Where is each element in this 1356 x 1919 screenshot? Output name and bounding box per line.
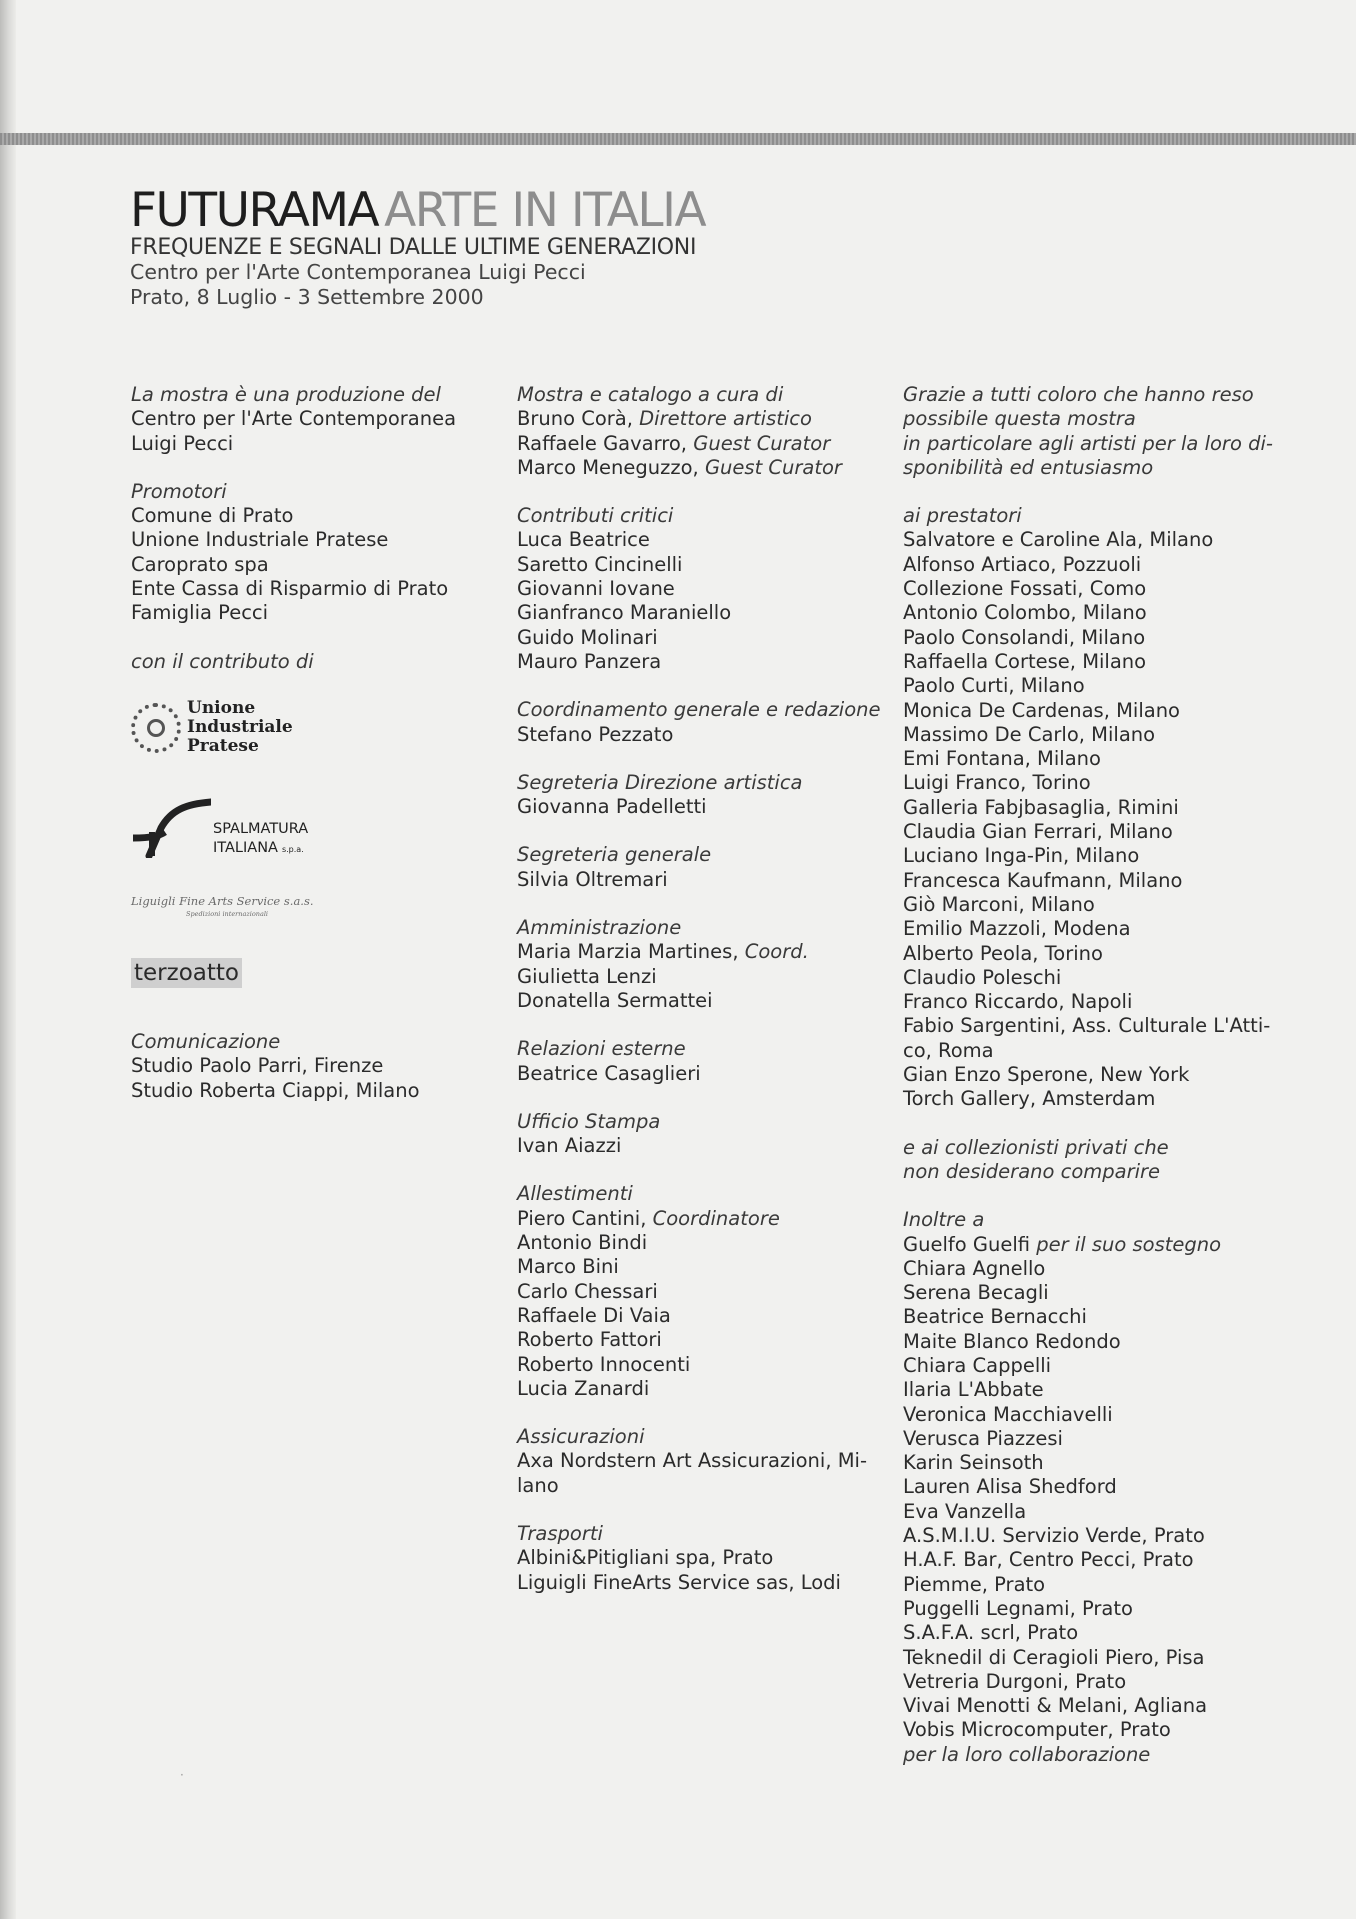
prestatore-item: Claudio Poleschi xyxy=(903,965,1062,989)
person-name: Bruno Corà, xyxy=(517,407,633,431)
prestatore-item: Raffaella Cortese, Milano xyxy=(903,649,1147,673)
logo-text: Pratese xyxy=(187,736,259,757)
amministrazione-heading: Amministrazione xyxy=(517,916,682,940)
relazioni-heading: Relazioni esterne xyxy=(517,1037,686,1061)
prestatore-item: Massimo De Carlo, Milano xyxy=(903,722,1156,746)
title-bold: FUTURAMA xyxy=(130,183,379,238)
inoltre-item: Ilaria L'Abbate xyxy=(903,1378,1044,1402)
promoter-item: Ente Cassa di Risparmio di Prato xyxy=(131,577,449,601)
prestatore-item: Fabio Sargentini, Ass. Culturale L'Atti- xyxy=(903,1014,1271,1038)
promoter-item: Comune di Prato xyxy=(131,504,294,528)
trasporti-heading: Trasporti xyxy=(517,1521,603,1545)
assicurazioni-heading: Assicurazioni xyxy=(517,1425,645,1449)
production-heading: La mostra è una produzione del xyxy=(131,383,441,406)
prestatore-item: Emilio Mazzoli, Modena xyxy=(903,917,1131,941)
contributi-item: Guido Molinari xyxy=(517,625,658,649)
amministrazione-item: Donatella Sermattei xyxy=(517,988,713,1012)
inoltre-item: H.A.F. Bar, Centro Pecci, Prato xyxy=(903,1548,1194,1572)
paper-mark: · xyxy=(180,1768,184,1782)
terzoatto-logo: terzoatto xyxy=(131,958,242,988)
assicurazioni-item: Axa Nordstern Art Assicurazioni, Mi- xyxy=(517,1449,867,1473)
contributi-item: Saretto Cincinelli xyxy=(517,552,683,576)
allestimenti-item: Antonio Bindi xyxy=(517,1231,648,1255)
inoltre-item: S.A.F.A. scrl, Prato xyxy=(903,1621,1079,1645)
person-name: Marco Meneguzzo, xyxy=(517,455,699,479)
prestatore-item: Antonio Colombo, Milano xyxy=(903,601,1147,625)
inoltre-item: Eva Vanzella xyxy=(903,1499,1027,1523)
inoltre-item: Puggelli Legnami, Prato xyxy=(903,1596,1133,1620)
inoltre-item: Lauren Alisa Shedford xyxy=(903,1475,1117,1499)
inoltre-list xyxy=(903,1257,1268,1743)
page-header xyxy=(130,183,706,310)
allestimenti-item: Carlo Chessari xyxy=(517,1279,658,1303)
collezionisti-line: e ai collezionisti privati che xyxy=(903,1135,1169,1159)
inoltre-item: Piemme, Prato xyxy=(903,1572,1046,1596)
mostra-item xyxy=(517,407,867,431)
thanks-line: sponibilità ed entusiasmo xyxy=(903,455,1154,479)
inoltre-item: Karin Seinsoth xyxy=(903,1451,1044,1475)
person-role: Coordinatore xyxy=(652,1206,780,1230)
inoltre-item: Chiara Cappelli xyxy=(903,1353,1052,1377)
contributo-heading: con il contributo di xyxy=(131,649,314,673)
contributi-item: Mauro Panzera xyxy=(517,649,662,673)
prestatore-item: co, Roma xyxy=(903,1038,994,1062)
venue: Centro per l'Arte Contemporanea Luigi Pecci xyxy=(130,260,586,284)
gear-icon xyxy=(131,703,181,753)
person-name: Piero Cantini, xyxy=(517,1206,647,1230)
closing-line: per la loro collaborazione xyxy=(903,1742,1151,1766)
contributi-item: Giovanni Iovane xyxy=(517,577,675,601)
segreteria-direzione-heading: Segreteria Direzione artistica xyxy=(517,770,803,794)
dates: Prato, 8 Luglio - 3 Settembre 2000 xyxy=(130,285,484,309)
mostra-item xyxy=(517,432,867,456)
assicurazioni-item: lano xyxy=(517,1473,559,1497)
prestatore-item: Giò Marconi, Milano xyxy=(903,892,1095,916)
inoltre-item: Teknedil di Ceragioli Piero, Pisa xyxy=(903,1645,1205,1669)
inoltre-item: Vivai Menotti & Melani, Agliana xyxy=(903,1694,1208,1718)
top-rule xyxy=(0,133,1356,145)
prestatore-item: Paolo Curti, Milano xyxy=(903,674,1085,698)
prestatore-item: Alfonso Artiaco, Pozzuoli xyxy=(903,552,1142,576)
amministrazione-item: Giulietta Lenzi xyxy=(517,964,657,988)
contributi-item: Gianfranco Maraniello xyxy=(517,601,732,625)
allestimenti-item: Lucia Zanardi xyxy=(517,1376,650,1400)
thanks-line: possibile questa mostra xyxy=(903,407,1136,431)
person-name: Raffaele Gavarro, xyxy=(517,431,688,455)
person-role: Guest Curator xyxy=(704,455,842,479)
comunicazione-item: Studio Paolo Parri, Firenze xyxy=(131,1054,384,1078)
logo-text: Spedizioni internazionali xyxy=(186,909,268,918)
unione-industriale-logo xyxy=(131,695,471,761)
thanks-line: Grazie a tutti coloro che hanno reso xyxy=(903,383,1254,406)
person-role: Guest Curator xyxy=(693,431,831,455)
comunicazione-item: Studio Roberta Ciappi, Milano xyxy=(131,1078,420,1102)
prestatore-item: Collezione Fossati, Como xyxy=(903,577,1147,601)
inoltre-heading: Inoltre a xyxy=(903,1208,985,1232)
person-name: Guelfo Guelfi xyxy=(903,1232,1031,1256)
logo-text: Unione xyxy=(187,698,256,719)
contributi-item: Luca Beatrice xyxy=(517,528,650,552)
prestatore-item: Galleria Fabjbasaglia, Rimini xyxy=(903,795,1179,819)
prestatore-item: Franco Riccardo, Napoli xyxy=(903,990,1133,1014)
logo-text: Industriale xyxy=(187,717,293,738)
promoters-heading: Promotori xyxy=(131,479,227,503)
inoltre-item: Maite Blanco Redondo xyxy=(903,1329,1121,1353)
segreteria-direzione-item: Giovanna Padelletti xyxy=(517,795,707,819)
prestatore-item: Luigi Franco, Torino xyxy=(903,771,1091,795)
trasporti-item: Liguigli FineArts Service sas, Lodi xyxy=(517,1570,841,1594)
exhibition-subtitle: FREQUENZE E SEGNALI DALLE ULTIME GENERAZIONI xyxy=(130,235,697,260)
coordinamento-heading: Coordinamento generale e redazione xyxy=(517,698,881,722)
inoltre-item: Vetreria Durgoni, Prato xyxy=(903,1669,1127,1693)
promoter-item: Famiglia Pecci xyxy=(131,601,269,625)
liguigli-logo xyxy=(131,894,471,932)
prestatore-item: Francesca Kaufmann, Milano xyxy=(903,868,1183,892)
allestimenti-item: Marco Bini xyxy=(517,1255,619,1279)
person-note: per il suo sostegno xyxy=(1036,1232,1222,1256)
allestimenti-item: Roberto Innocenti xyxy=(517,1352,691,1376)
inoltre-item: Chiara Agnello xyxy=(903,1256,1046,1280)
prestatore-item: Gian Enzo Sperone, New York xyxy=(903,1063,1190,1087)
person-name: Maria Marzia Martines, xyxy=(517,940,739,964)
inoltre-item: Serena Becagli xyxy=(903,1281,1049,1305)
allestimenti-item xyxy=(517,1207,867,1231)
inoltre-item: Veronica Macchiavelli xyxy=(903,1402,1113,1426)
comunicazione-heading: Comunicazione xyxy=(131,1029,281,1053)
coordinamento-item: Stefano Pezzato xyxy=(517,722,674,746)
allestimenti-item: Raffaele Di Vaia xyxy=(517,1303,671,1327)
spalmatura-logo xyxy=(131,798,471,858)
person-role: Coord. xyxy=(744,940,809,964)
production-line: Luigi Pecci xyxy=(131,431,234,455)
exhibition-title xyxy=(130,183,706,238)
title-light: ARTE IN ITALIA xyxy=(384,183,706,238)
logo-text: SPALMATURA xyxy=(213,820,309,837)
logo-text: ITALIANA xyxy=(213,839,278,856)
segreteria-generale-heading: Segreteria generale xyxy=(517,843,712,867)
promoter-item: Caroprato spa xyxy=(131,552,269,576)
promoter-item: Unione Industriale Pratese xyxy=(131,528,389,552)
logo-text: Liguigli Fine Arts Service s.a.s. xyxy=(131,893,314,908)
prestatore-item: Claudia Gian Ferrari, Milano xyxy=(903,820,1173,844)
prestatore-item: Alberto Peola, Torino xyxy=(903,941,1103,965)
inoltre-item: Verusca Piazzesi xyxy=(903,1426,1063,1450)
allestimenti-heading: Allestimenti xyxy=(517,1182,633,1206)
prestatore-item: Paolo Consolandi, Milano xyxy=(903,625,1146,649)
prestatore-item: Monica De Cardenas, Milano xyxy=(903,698,1180,722)
binding-shadow xyxy=(0,0,16,1919)
prestatori-heading: ai prestatori xyxy=(903,504,1022,528)
column-production xyxy=(131,383,471,1103)
collezionisti-line: non desiderano comparire xyxy=(903,1159,1161,1183)
contributi-heading: Contributi critici xyxy=(517,504,674,528)
swoosh-icon xyxy=(131,798,211,858)
column-thanks xyxy=(903,383,1273,1767)
production-line: Centro per l'Arte Contemporanea xyxy=(131,407,457,431)
inoltre-item: Beatrice Bernacchi xyxy=(903,1305,1087,1329)
allestimenti-item: Roberto Fattori xyxy=(517,1328,662,1352)
prestatore-item: Salvatore e Caroline Ala, Milano xyxy=(903,528,1214,552)
inoltre-item: A.S.M.I.U. Servizio Verde, Prato xyxy=(903,1524,1205,1548)
amministrazione-item xyxy=(517,940,867,964)
inoltre-item: Vobis Microcomputer, Prato xyxy=(903,1718,1171,1742)
ufficio-stampa-heading: Ufficio Stampa xyxy=(517,1109,661,1133)
inoltre-item xyxy=(903,1233,1268,1257)
logo-text: s.p.a. xyxy=(281,844,304,854)
prestatore-item: Torch Gallery, Amsterdam xyxy=(903,1087,1156,1111)
prestatore-item: Luciano Inga-Pin, Milano xyxy=(903,844,1140,868)
person-role: Direttore artistico xyxy=(639,407,812,431)
mostra-heading: Mostra e catalogo a cura di xyxy=(517,383,784,406)
relazioni-item: Beatrice Casaglieri xyxy=(517,1061,701,1085)
prestatori-list xyxy=(903,528,1271,1111)
thanks-line: in particolare agli artisti per la loro di- xyxy=(903,431,1273,455)
prestatore-item: Emi Fontana, Milano xyxy=(903,747,1101,771)
segreteria-generale-item: Silvia Oltremari xyxy=(517,867,668,891)
column-staff xyxy=(517,383,881,1595)
ufficio-stampa-item: Ivan Aiazzi xyxy=(517,1134,622,1158)
mostra-item xyxy=(517,456,867,480)
trasporti-item: Albini&Pitigliani spa, Prato xyxy=(517,1546,774,1570)
